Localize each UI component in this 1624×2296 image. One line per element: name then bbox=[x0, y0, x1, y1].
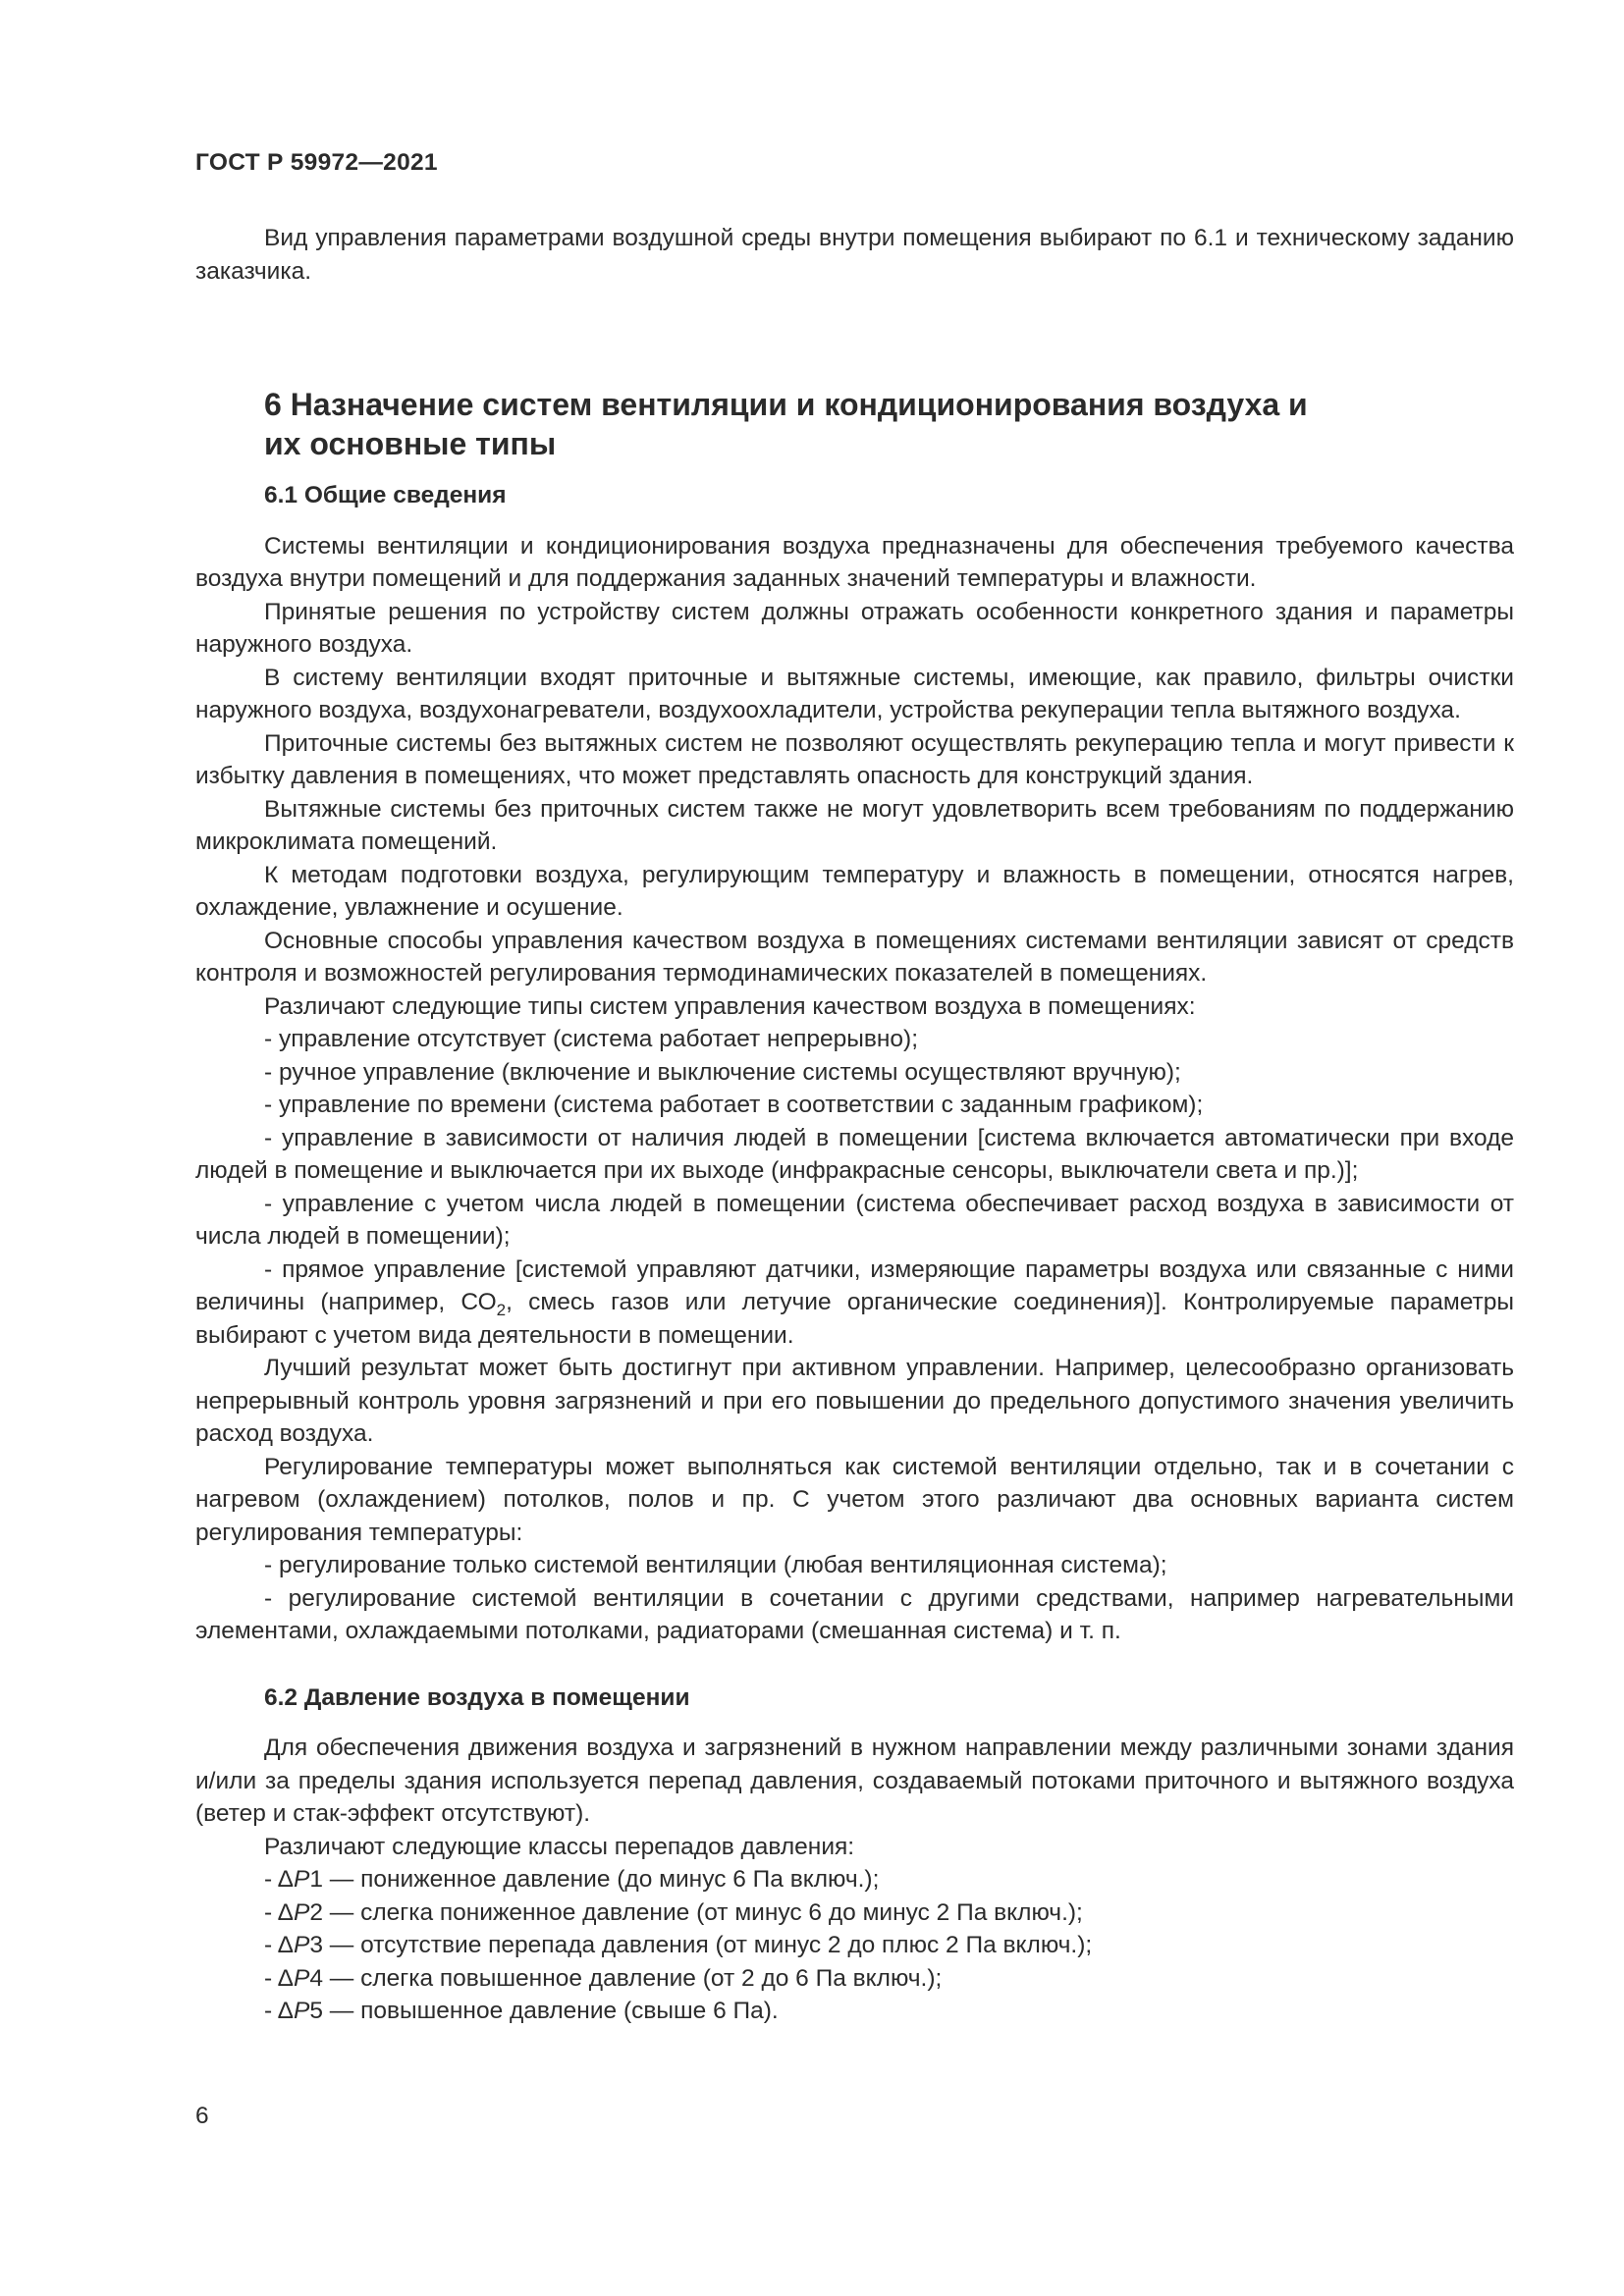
class-description: — слегка повышенное давление (от 2 до 6 Па включ.); bbox=[322, 1964, 943, 1992]
pressure-class-item bbox=[195, 1962, 1514, 1996]
list-item bbox=[195, 1254, 1514, 1353]
list-item: - управление по времени (система работает в соответствии с заданным графиком); bbox=[264, 1092, 1204, 1118]
paragraph: Вытяжные системы без приточных систем также не могут удовлетворить всем требованиям по поддержанию микроклимата помещений. bbox=[195, 795, 1514, 855]
class-number: 2 bbox=[309, 1898, 323, 1926]
class-description: — отсутствие перепада давления (от минус 2 до плюс 2 Па включ.); bbox=[322, 1932, 1093, 1958]
paragraph: Различают следующие типы систем управления качеством воздуха в помещениях: bbox=[264, 992, 1196, 1020]
list-item: - регулирование системой вентиляции в сочетании с другими средствами, например нагревательными элементами, охлаждаемыми потолками, радиаторами (смешанная система) и т. п. bbox=[195, 1584, 1514, 1644]
paragraph: Лучший результат может быть достигнут при активном управлении. Например, целесообразно организовать непрерывный контроль уровня загрязнений и при его повышении до предельного допустимого значения увеличить расход воздуха. bbox=[195, 1355, 1514, 1447]
list-item: - управление с учетом числа людей в помещении (система обеспечивает расход воздуха в зависимости от числа людей в помещении); bbox=[195, 1190, 1514, 1250]
subsection-6-1-title: 6.1 Общие сведения bbox=[264, 482, 507, 508]
paragraph: Различают следующие классы перепадов давления: bbox=[264, 1833, 855, 1860]
pressure-class-item bbox=[195, 1929, 1514, 1962]
pressure-symbol: P bbox=[293, 1964, 310, 1992]
paragraph: Системы вентиляции и кондиционирования воздуха предназначены для обеспечения требуемого качества воздуха внутри помещений и для поддержания заданных значений температуры и влажности. bbox=[195, 532, 1514, 592]
pressure-symbol: P bbox=[293, 1866, 310, 1893]
class-number: 5 bbox=[309, 1998, 323, 2024]
pressure-symbol: P bbox=[293, 1898, 310, 1926]
paragraph: К методам подготовки воздуха, регулирующим температуру и влажность в помещении, относятся нагрев, охлаждение, увлажнение и осушение. bbox=[195, 861, 1514, 921]
delta-prefix: - Δ bbox=[264, 1866, 294, 1893]
spacer bbox=[195, 1648, 1514, 1666]
paragraph: В систему вентиляции входят приточные и вытяжные системы, имеющие, как правило, фильтры очистки наружного воздуха, воздухонагреватели, воздухоохладители, устройства рекуперации тепла вытяжного воздуха. bbox=[195, 664, 1514, 723]
paragraph: Для обеспечения движения воздуха и загрязнений в нужном направлении между различными зонами здания и/или за пределы здания используется перепад давления, создаваемый потоками приточного и вытяжного воздуха (ветер и стак-эффект отсутствуют). bbox=[195, 1735, 1514, 1827]
spacer bbox=[195, 1714, 1514, 1732]
subsection-6-2-title: 6.2 Давление воздуха в помещении bbox=[264, 1683, 690, 1711]
paragraph: Приточные системы без вытяжных систем не позволяют осуществлять рекуперацию тепла и могут привести к избытку давления в помещениях, что может представлять опасность для конструкций здания. bbox=[195, 729, 1514, 789]
pressure-class-list bbox=[195, 1863, 1514, 2028]
spacer bbox=[195, 512, 1514, 530]
subscript: 2 bbox=[496, 1301, 507, 1319]
list-item: - управление в зависимости от наличия людей в помещении [система включается автоматически при входе людей в помещение и выключается при их выходе (инфракрасные сенсоры, выключатели света и пр.)]; bbox=[195, 1124, 1514, 1184]
delta-prefix: - Δ bbox=[264, 1998, 294, 2024]
pressure-class-item bbox=[195, 1863, 1514, 1896]
paragraph: Основные способы управления качеством воздуха в помещениях системами вентиляции зависят от средств контроля и возможностей регулирования термодинамических показателей в помещениях. bbox=[195, 927, 1514, 987]
class-description: — слегка пониженное давление (от минус 6 до минус 2 Па включ.); bbox=[322, 1898, 1083, 1926]
pressure-symbol: P bbox=[293, 1932, 310, 1958]
list-item-text: - прямое управление [системой управляют датчики, измеряющие параметры воздуха или связанные с ними величины (например, СО bbox=[195, 1255, 1514, 1315]
list-item: - управление отсутствует (система работает непрерывно); bbox=[264, 1026, 919, 1052]
paragraph: Принятые решения по устройству систем должны отражать особенности конкретного здания и параметры наружного воздуха. bbox=[195, 598, 1514, 658]
class-number: 1 bbox=[309, 1866, 323, 1893]
delta-prefix: - Δ bbox=[264, 1964, 294, 1992]
delta-prefix: - Δ bbox=[264, 1932, 294, 1958]
class-number: 4 bbox=[309, 1964, 323, 1992]
class-description: — повышенное давление (свыше 6 Па). bbox=[322, 1998, 779, 2024]
document-header: ГОСТ Р 59972—2021 bbox=[195, 149, 438, 176]
page-content bbox=[195, 222, 1514, 2028]
delta-prefix: - Δ bbox=[264, 1898, 294, 1926]
pressure-class-item bbox=[195, 1995, 1514, 2028]
list-item: - ручное управление (включение и выключение системы осуществляют вручную); bbox=[264, 1058, 1181, 1086]
class-description: — пониженное давление (до минус 6 Па включ.); bbox=[322, 1866, 880, 1893]
pressure-symbol: P bbox=[293, 1998, 310, 2024]
list-item: - регулирование только системой вентиляции (любая вентиляционная система); bbox=[264, 1552, 1167, 1578]
paragraph: Регулирование температуры может выполняться как системой вентиляции отдельно, так и в сочетании с нагревом (охлаждением) потолков, полов и пр. С учетом этого различают два основных варианта систем регулирования температуры: bbox=[195, 1453, 1514, 1546]
pressure-class-item bbox=[195, 1896, 1514, 1930]
list-item-text: , смесь газов или летучие органические соединения)]. Контролируемые параметры выбирают с учетом вида деятельности в помещении. bbox=[195, 1289, 1514, 1349]
intro-paragraph: Вид управления параметрами воздушной среды внутри помещения выбирают по 6.1 и техническому заданию заказчика. bbox=[195, 225, 1514, 285]
page-number: 6 bbox=[195, 2103, 209, 2129]
section-6-title: 6 Назначение систем вентиляции и кондиционирования воздуха и их основные типы bbox=[264, 387, 1308, 461]
class-number: 3 bbox=[309, 1932, 323, 1958]
